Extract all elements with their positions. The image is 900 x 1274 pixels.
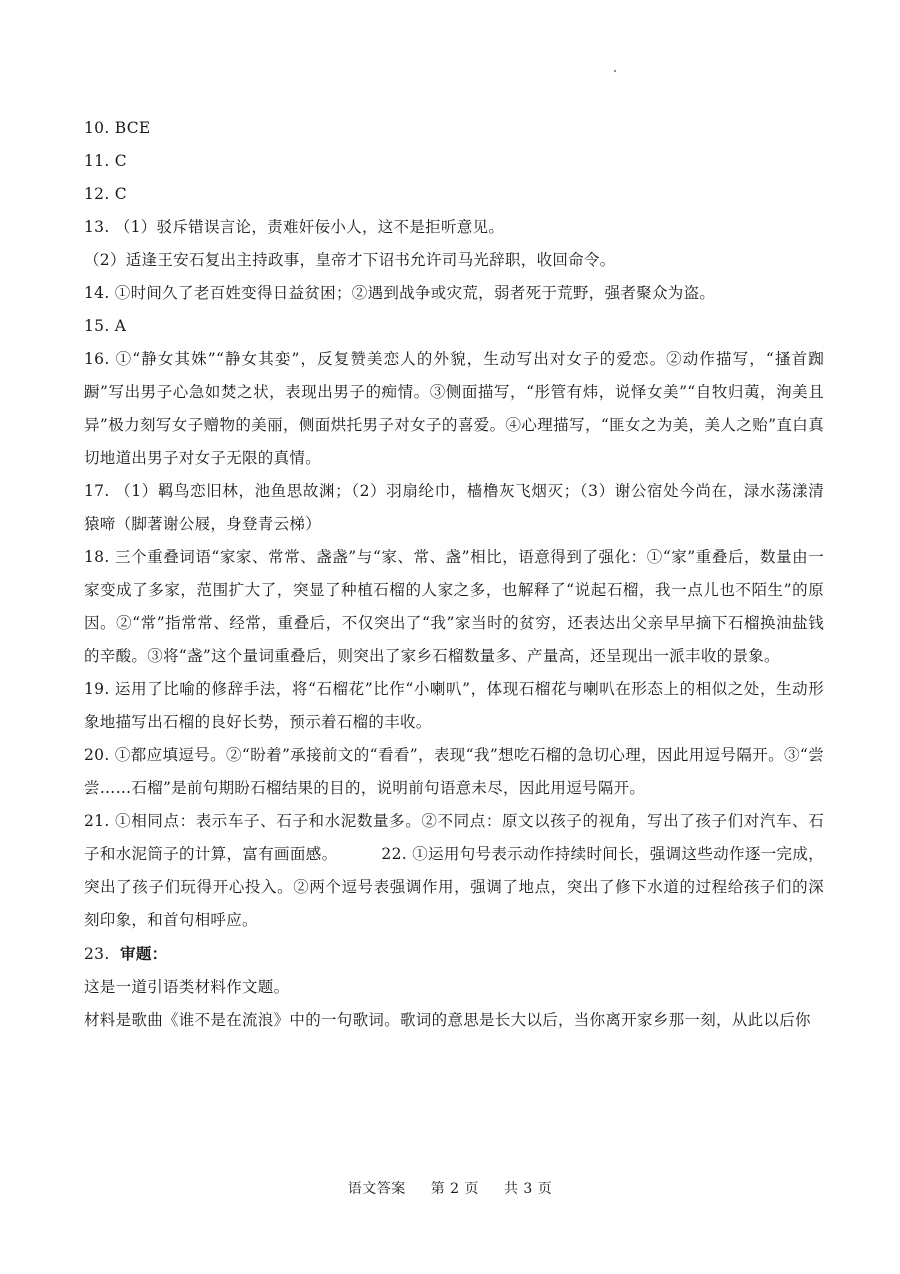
answer-11: 11. C	[84, 152, 127, 170]
answer-17: 17. （1）羁鸟恋旧林，池鱼思故渊；（2）羽扇纶巾，樯橹灰飞烟灭；（3）谢公宿处今尚在，渌水荡漾清猿啼（脚著谢公屐，身登青云梯）	[84, 482, 824, 533]
answer-content	[84, 112, 824, 1037]
answer-20: 20. ①都应填逗号。②“盼着”承接前文的“看看”，表现“我”想吃石榴的急切心理，因此用逗号隔开。③“尝尝……石榴”是前句期盼石榴结果的目的，说明前句语意未尽，因此用逗号隔开。	[84, 746, 824, 797]
answer-15: 15. A	[84, 317, 127, 335]
footer-total-pages: 共 3 页	[503, 1181, 553, 1197]
answer-23-heading	[84, 937, 824, 971]
page-footer	[0, 1178, 900, 1198]
answer-13-part-1: 13. （1）驳斥错误言论，责难奸佞小人，这不是拒听意见。	[84, 218, 505, 236]
answer-21: 21. ①相同点：表示车子、石子和水泥数量多。②不同点：原文以孩子的视角，写出了孩子们对汽车、石子和水泥筒子的计算，富有画面感。	[84, 812, 824, 863]
answer-14: 14. ①时间久了老百姓变得日益贫困；②遇到战争或灾荒，弱者死于荒野，强者聚众为盗。	[84, 284, 716, 302]
answer-19: 19. 运用了比喻的修辞手法，将“石榴花”比作“小喇叭”，体现石榴花与喇叭在形态上的相似之处，生动形象地描写出石榴的良好长势，预示着石榴的丰收。	[84, 680, 824, 731]
footer-page-number: 第 2 页	[430, 1181, 479, 1197]
answer-13-part-2: （2）适逢王安石复出主持政事，皇帝才下诏书允许司马光辞职，收回命令。	[84, 251, 616, 269]
scan-speck	[614, 70, 616, 72]
footer-subject: 语文答案	[347, 1181, 406, 1197]
answer-23-number: 23.	[84, 945, 110, 963]
answer-18: 18. 三个重叠词语“家家、常常、盏盏”与“家、常、盏”相比，语意得到了强化：①“家”重叠后，数量由一家变成了多家，范围扩大了，突显了种植石榴的人家之多，也解释了“说起石榴，我一点儿也不陌生”的原因。②“常”指常常、经常，重叠后，不仅突出了“我”家当时的贫穷，还表达出父亲早早摘下石榴换油盐钱的辛酸。③将“盏”这个量词重叠后，则突出了家乡石榴数量多、产量高，还呈现出一派丰收的景象。	[84, 548, 824, 665]
answer-23-title: 审题：	[120, 944, 168, 963]
answer-23-paragraph-1: 这是一道引语类材料作文题。	[84, 978, 290, 996]
answer-16: 16. ①“静女其姝”“静女其娈”，反复赞美恋人的外貌，生动写出对女子的爱恋。②动作描写，“搔首踟蹰”写出男子心急如焚之状，表现出男子的痴情。③侧面描写，“彤管有炜，说怿女美”“自牧归荑，洵美且异”极力刻写女子赠物的美丽，侧面烘托男子对女子的喜爱。④心理描写，“匪女之为美，美人之贻”直白真切地道出男子对女子无限的真情。	[84, 350, 824, 467]
answer-21-22	[84, 805, 824, 937]
answer-22: 22. ①运用句号表示动作持续时间长，强调这些动作逐一完成，突出了孩子们玩得开心投入。②两个逗号表强调作用，强调了地点，突出了修下水道的过程给孩子们的深刻印象，和首句相呼应。	[84, 845, 824, 929]
answer-12: 12. C	[84, 185, 127, 203]
answer-10: 10. BCE	[84, 119, 151, 137]
answer-23-paragraph-2: 材料是歌曲《谁不是在流浪》中的一句歌词。歌词的意思是长大以后，当你离开家乡那一刻，从此以后你	[84, 1011, 811, 1029]
